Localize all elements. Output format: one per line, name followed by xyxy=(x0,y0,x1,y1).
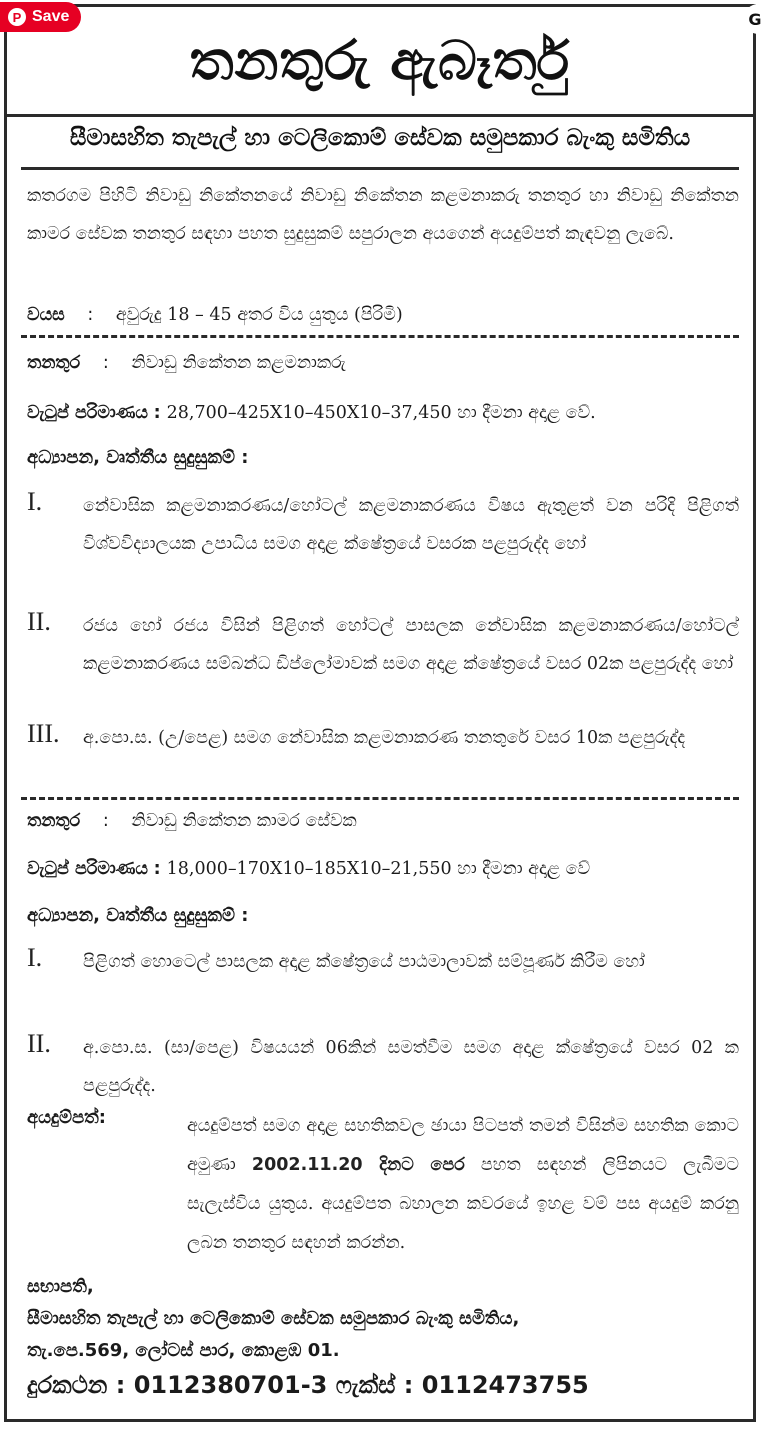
save-label: Save xyxy=(32,8,70,25)
contact-line xyxy=(27,1371,589,1399)
post2-qual-heading: අධ්‍යාපන, වෘත්තීය සුදුසුකම් : xyxy=(27,905,249,926)
organization-name: සීමාසහිත තැපැල් හා ටෙලිකොම් සේවක සමුපකාර බැංකු සමිතිය xyxy=(69,125,691,151)
item-text: අ.පො.ස. (උ/පෙළ) සමග නේවාසික කළමනාකරණ තනතුරේ වසර 10ක පළපුරුද්ද xyxy=(83,728,686,748)
post1-item-3 xyxy=(27,719,739,795)
item-number: I. xyxy=(27,943,43,972)
post1-value: නිවාඩු නිකේතන කළමනාකරු xyxy=(131,353,346,373)
item-text: රජය හෝ රජය විසින් පිළිගත් හෝටල් පාසලක නේවාසික කළමනාකරණය/හෝටල් කළමනාකරණය සම්බන්ධ ඩිප්ලෝමාවක් සමග අදාළ ක්ෂේත්‍රයේ වසර 02ක පළපුරුද්ද හෝ xyxy=(83,616,739,674)
post1-label: තනතුර xyxy=(27,353,81,373)
title-box xyxy=(7,7,753,117)
age-row: වයස : අවුරුදු 18 – 45 අතර විය යුතුය (පිරිමි) xyxy=(27,305,403,325)
age-label: වයස xyxy=(27,305,65,325)
item-number: II. xyxy=(27,1029,51,1058)
section-divider-1 xyxy=(21,335,739,338)
advertisement-frame xyxy=(4,4,756,1422)
fax-number: 0112473755 xyxy=(421,1371,589,1399)
signature-organization: සීමාසහිත තැපැල් හා ටෙලිකොම් සේවක සමුපකාර බැංකු සමිතිය, xyxy=(27,1308,520,1329)
item-text: අ.පො.ස. (සා/පෙළ) විෂයයන් 06කින් සමත්වීම සමග අදාළ ක්ෂේත්‍රයේ වසර 02 ක පළපුරුද්ද. xyxy=(83,1038,739,1096)
signature-address: තැ.පෙ.569, ලෝටස් පාර, කොළඹ 01. xyxy=(27,1340,340,1361)
application-section xyxy=(27,1107,739,1277)
post1-item-1 xyxy=(27,487,739,597)
phone-label: දුරකථන : xyxy=(27,1371,126,1399)
post2-item-1 xyxy=(27,943,739,1019)
post1-salary-label: වැටුප් පරිමාණය xyxy=(27,403,148,423)
page-title: තනතුරු ඇබෑර්තු xyxy=(189,28,571,92)
application-text: අයදුම්පත් සමග අදාළ සහතිකවල ඡායා පිටපත් තමන් විසින්ම සහතික කොට අමුණා 2002.11.20 දිනට පෙර පහත සඳහන් ලිපිනයට ලැබීමට සැලැස්විය යුතුය. අයදුම්පත බහාලන කවරයේ ඉහළ වම් පස අයදුම් කරනු ලබන තනතුර සඳහන් කරන්න. xyxy=(187,1116,740,1253)
age-value: අවුරුදු 18 – 45 අතර විය යුතුය (පිරිමි) xyxy=(115,305,403,325)
post2-label: තනතුර xyxy=(27,811,81,831)
organization-divider xyxy=(21,167,739,170)
fax-label: ෆැක්ස් : xyxy=(335,1371,414,1399)
post2-salary-value: 18,000–170X10–185X10–21,550 හා දීමනා අදාළ වේ xyxy=(166,859,591,879)
item-number: II. xyxy=(27,607,51,636)
signature-title: සභාපති, xyxy=(27,1276,94,1297)
post1-item-2 xyxy=(27,607,739,717)
pinterest-icon: P xyxy=(8,8,26,26)
post2-salary-row: වැටුප් පරිමාණය : 18,000–170X10–185X10–21,550 හා දීමනා අදාළ වේ xyxy=(27,859,591,879)
item-text: නේවාසික කළමනාකරණය/හෝටල් කළමනාකරණය විෂය ඇතුළත් වන පරිදි පිළිගත් විශ්වවිද්‍යාලයක උපාධිය සමග අදාළ ක්ෂේත්‍රයේ වසරක පළපුරුද්ද හෝ xyxy=(83,496,739,554)
corner-overlay-icon[interactable]: G xyxy=(744,4,766,34)
post2-row: තනතුර : නිවාඩු නිකේතන කාමර සේවක xyxy=(27,811,357,831)
phone-number: 0112380701-3 xyxy=(133,1371,328,1399)
post1-qual-heading: අධ්‍යාපන, වෘත්තීය සුදුසුකම් : xyxy=(27,447,249,468)
signature-block xyxy=(27,1271,519,1367)
item-text: පිළිගත් හොටෙල් පාසලක අදාළ ක්ෂේත්‍රයේ පාඨමාලාවක් සම්පූර්ණ කිරීම හෝ xyxy=(83,952,645,972)
application-deadline: 2002.11.20 දිනට පෙර xyxy=(251,1155,465,1175)
section-divider-2 xyxy=(21,797,739,800)
post1-salary-value: 28,700–425X10–450X10–37,450 හා දීමනා අදාළ වේ. xyxy=(166,403,596,423)
pinterest-save-button[interactable] xyxy=(0,2,81,32)
post2-value: නිවාඩු නිකේතන කාමර සේවක xyxy=(131,811,357,831)
post1-row: තනතුර : නිවාඩු නිකේතන කළමනාකරු xyxy=(27,353,346,373)
item-number: III. xyxy=(27,719,60,748)
intro-paragraph: කතරගම පිහිටි නිවාඩු නිකේතනයේ නිවාඩු නිකේතන කළමනාකරු තනතුර හා නිවාඩු නිකේතන කාමර සේවක තනතුර සඳහා පහත සුදුසුකම් සපුරාලන අයගෙන් අයදුම්පත් කැඳවනු ලැබේ. xyxy=(27,186,739,244)
item-number: I. xyxy=(27,487,43,516)
post2-item-2 xyxy=(27,1029,739,1105)
application-label: අයදුම්පත්: xyxy=(27,1107,106,1128)
post1-salary-row: වැටුප් පරිමාණය : 28,700–425X10–450X10–37,450 හා දීමනා අදාළ වේ. xyxy=(27,403,596,423)
post2-salary-label: වැටුප් පරිමාණය xyxy=(27,859,148,879)
